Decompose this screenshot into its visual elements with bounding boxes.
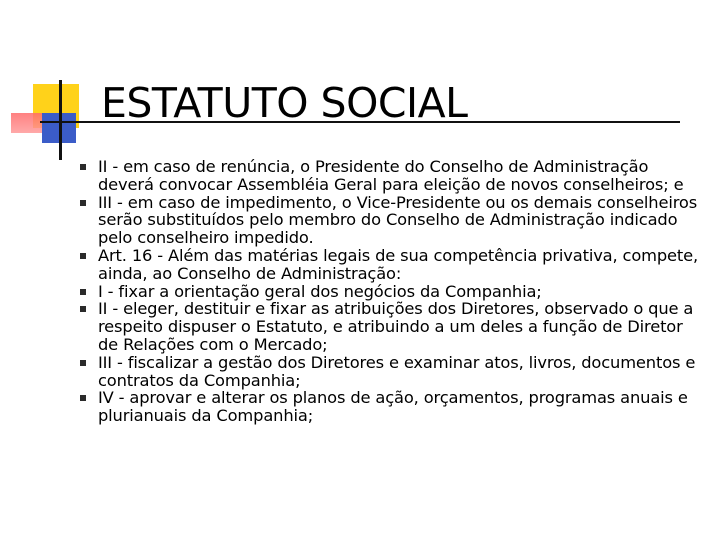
square-bullet-icon	[80, 360, 86, 366]
bullet-item	[80, 194, 705, 247]
square-bullet-icon	[80, 200, 86, 206]
bullet-text: II - eleger, destituir e fixar as atribuições dos Diretores, observado o que a respeito dispuser o Estatuto, e atribuindo a um deles a função de Diretor de Relações com o Mercado;	[98, 299, 694, 354]
square-bullet-icon	[80, 164, 86, 170]
bullet-text: III - fiscalizar a gestão dos Diretores e examinar atos, livros, documentos e contratos da Companhia;	[98, 352, 696, 390]
slide-title: ESTATUTO SOCIAL	[101, 79, 468, 127]
bullet-text: I - fixar a orientação geral dos negócios da Companhia;	[98, 281, 542, 301]
square-bullet-icon	[80, 253, 86, 259]
bullet-item	[80, 158, 705, 194]
bullet-item	[80, 300, 705, 353]
bullet-item	[80, 247, 705, 283]
bullet-text: II - em caso de renúncia, o Presidente do Conselho de Administração deverá convocar Assembléia Geral para eleição de novos conselheiros; e	[98, 157, 684, 194]
bullet-item	[80, 283, 705, 301]
square-bullet-icon	[80, 306, 86, 312]
bullet-item	[80, 354, 705, 390]
decorative-vertical-line	[59, 80, 62, 160]
bullet-text: III - em caso de impedimento, o Vice-Presidente ou os demais conselheiros serão substituídos pelo membro do Conselho de Administração indicado pelo conselheiro impedido.	[98, 192, 698, 248]
square-bullet-icon	[80, 289, 86, 295]
square-bullet-icon	[80, 395, 86, 401]
bullet-text: IV - aprovar e alterar os planos de ação, orçamentos, programas anuais e plurianuais da Companhia;	[98, 388, 688, 426]
bullet-list	[80, 158, 705, 425]
bullet-text: Art. 16 - Além das matérias legais de sua competência privativa, compete, ainda, ao Conselho de Administração:	[98, 245, 699, 283]
bullet-item	[80, 389, 705, 425]
